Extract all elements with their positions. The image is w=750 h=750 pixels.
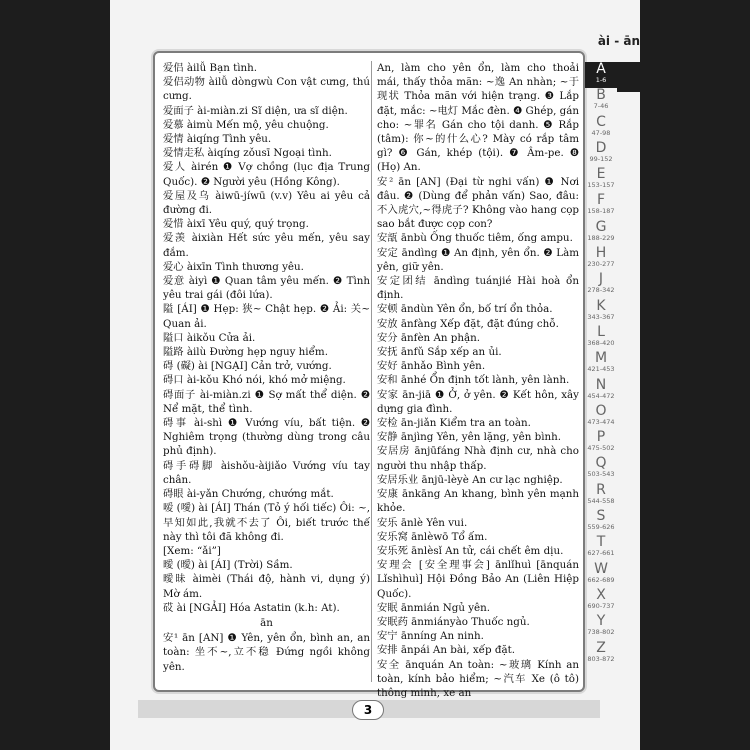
index-letter: O [595,402,607,419]
dictionary-entry: 安² ān [AN] (Đại từ nghi vấn) ❶ Nơi đâu. ❷ (Dùng để phản vấn) Sao, đâu: 不入虎穴,~得虎子? Không vào hang cọp sao bắt được cọp con? [377,175,579,231]
dictionary-entry: 爱人 àirén ❶ Vợ chồng (lục địa Trung Quốc). ❷ Người yêu (Hồng Kông). [163,161,370,188]
dictionary-entry: 碍 (礙) ài [NGẠI] Cản trở, vướng. [163,360,332,373]
index-letter: T [596,534,606,551]
dictionary-entry: 隘路 àilù Đường hẹp nguy hiểm. [163,346,328,359]
dictionary-entry: 安定团结 āndìng tuánjié Hài hoà ổn định. [377,275,579,302]
dictionary-entry: 爱面子 ài-miàn.zi Sĩ diện, ưa sĩ diện. [163,104,348,117]
index-letter: K [596,297,606,314]
dictionary-entry: 爱屋及乌 àiwū-jíwū (v.v) Yêu ai yêu cả đường đi. [163,189,370,217]
index-pages: 627-661 [587,549,615,558]
index-letter: G [595,218,607,235]
dictionary-entry: 碍事 ài-shì ❶ Vướng víu, bất tiện. ❷ Nghiêm trọng (thường dùng trong câu phủ định). [163,417,370,458]
index-pages: 1-6 [595,76,607,84]
index-tab-q[interactable] [585,456,617,482]
guide-word: ài - ān [597,34,640,48]
dictionary-entry: 安和 ānhé Ổn định tốt lành, yên lành. [377,374,570,387]
index-pages: 690-737 [587,601,615,610]
dictionary-entry: 碍面子 ài-miàn.zi ❶ Sợ mất thể diện. ❷ Nể mặt, thể tình. [163,388,370,415]
index-pages: 153-157 [587,181,615,190]
dictionary-entry: 安顿 āndùn Yên ổn, bố trí ổn thỏa. [377,303,553,316]
index-pages: 803-872 [587,654,615,663]
dictionary-entry: 爱心 àixīn Tình thương yêu. [163,260,304,273]
dictionary-entry: 安好 ānhǎo Bình yên. [377,360,486,373]
left-column [163,61,370,684]
index-pages: 278-342 [587,286,615,295]
index-tab-c[interactable] [585,115,617,141]
dictionary-entry: [Xem: “ǎi”] [163,544,221,557]
index-letter: X [596,586,606,603]
index-tab-j[interactable] [585,272,617,298]
dictionary-entry: 隘 [ÁI] ❶ Hẹp: 狭~ Chật hẹp. ❷ Ải: 关~ Quan ải. [163,303,370,330]
right-column [377,61,579,699]
column-divider [371,61,372,682]
index-tab-t[interactable] [585,535,617,561]
dictionary-entry: 爱侣动物 àilǚ dòngwù Con vật cưng, thú cưng. [163,76,370,103]
index-letter: E [596,166,606,183]
index-pages: 368-420 [587,338,615,347]
dictionary-entry: 安排 ānpái An bài, xếp đặt. [377,644,515,657]
index-tab-a[interactable] [585,62,617,88]
dictionary-entry: 曖 (曖) ài [ÁI] (Trời) Sầm. [163,559,293,572]
index-pages: 662-689 [587,575,615,584]
index-tab-m[interactable] [585,351,617,377]
index-tab-b[interactable] [585,88,617,114]
dictionary-entry: An, làm cho yên ổn, làm cho thoải mái, thấy thỏa mãn: ~逸 An nhàn; ~于现状 Thỏa mãn với hiện trạng. ❸ Lắp đặt, mắc: ~电灯 Mắc đèn. ❹ Ghép, gán cho: ~罪名 Gán cho tội danh. ❺ Rắp (tâm): 你~的什么心? Mày có rắp tâm gì? ❻ Gán, khép (tội). ❼ Âm-pe. ❽ (Họ) An. [377,62,579,174]
dictionary-entry: 安家 ān-jiā ❶ Ở, ở yên. ❷ Kết hôn, xây dựng gia đình. [377,388,579,415]
index-tab-n[interactable] [585,378,617,404]
dictionary-entry: 爱惜 àixī Yêu quý, quý trọng. [163,218,309,231]
dictionary-entry: 安分 ānfèn An phận. [377,331,481,344]
dictionary-entry: 安放 ānfàng Xếp đặt, đặt đúng chỗ. [377,317,559,330]
dictionary-entry: 安理会 [安全理事会] ānlǐhuì [ānquán Lǐshìhuì] Hội Đồng Bảo An (Liên Hiệp Quốc). [377,559,579,600]
dictionary-entry: 安定 āndìng ❶ An định, yên ổn. ❷ Làm yên, giữ yên. [377,246,579,273]
dictionary-entry: 安静 ānjìng Yên, yên lặng, yên bình. [377,431,562,444]
dictionary-entry: 隘口 àikǒu Cửa ải. [163,331,256,344]
index-letter: S [596,508,606,525]
dictionary-entry: 碍眼 ài-yǎn Chướng, chướng mắt. [163,488,334,501]
dictionary-entry: 爱慕 àimù Mến mộ, yêu chuộng. [163,118,329,131]
index-letter: B [596,87,606,104]
section-heading: ān [260,616,273,629]
thumb-tab [617,62,640,92]
index-tab-r[interactable] [585,483,617,509]
index-pages: 454-472 [587,391,615,400]
dictionary-entry: 安居乐业 ānjū-lèyè An cư lạc nghiệp. [377,473,563,486]
dictionary-entry: 安眠 ānmián Ngủ yên. [377,601,491,614]
index-letter: F [596,192,606,209]
dictionary-entry: 碍手碍脚 àishǒu-àijiǎo Vướng víu tay chân. [163,459,370,486]
dictionary-entry: 碍口 ài-kǒu Khó nói, khó mở miệng. [163,374,346,387]
index-letter: H [595,245,607,262]
index-letter: Z [596,639,606,656]
index-pages: 188-229 [587,233,615,242]
dictionary-entry: 爱侣 àilǚ Bạn tình. [163,62,258,74]
index-tab-z[interactable] [585,641,617,667]
index-tab-y[interactable] [585,614,617,640]
index-pages: 738-802 [587,628,615,637]
index-tab-d[interactable] [585,141,617,167]
index-letter: M [594,350,608,367]
dictionary-entry: 安检 ān-jiǎn Kiểm tra an toàn. [377,417,531,430]
index-pages: 559-626 [587,523,615,532]
index-tab-e[interactable] [585,167,617,193]
index-tab-l[interactable] [585,325,617,351]
index-pages: 544-558 [587,496,615,505]
alphabet-index [585,62,617,667]
dictionary-entry: 安全 ānquán An toàn: ~玻璃 Kính an toàn, kính bảo hiểm; ~汽车 Xe (ô tô) thông minh, xe an [377,658,579,699]
index-pages: 473-474 [587,417,615,426]
index-letter: L [597,323,605,340]
index-tab-w[interactable] [585,562,617,588]
index-letter: Q [595,455,607,472]
index-pages: 47-98 [591,128,611,137]
index-pages: 7-46 [593,102,609,111]
dictionary-entry: 砹 ài [NGẢI] Hóa Astatin (k.h: At). [163,601,340,614]
index-letter: J [598,271,604,288]
index-letter: C [596,113,606,130]
index-letter: P [596,429,606,446]
dictionary-entry: 安康 ānkāng An khang, bình yên mạnh khỏe. [377,488,579,515]
dictionary-entry: 爱情走私 àiqíng zǒusī Ngoại tình. [163,147,332,160]
dictionary-entry: 安乐死 ānlèsǐ An tử, cái chết êm dịu. [377,544,564,557]
index-tab-k[interactable] [585,299,617,325]
index-letter: N [595,376,607,393]
index-letter: Y [596,613,606,630]
index-pages: 343-367 [587,312,615,321]
index-letter: W [594,560,608,577]
dictionary-entry: 安居房 ānjūfáng Nhà định cư, nhà cho người thu nhập thấp. [377,445,579,472]
index-tab-x[interactable] [585,588,617,614]
index-tab-g[interactable] [585,220,617,246]
index-letter: R [596,481,606,498]
dictionary-entry: 安瓿 ānbù Ống thuốc tiêm, ống ampu. [377,232,573,245]
dictionary-entry: 安宁 ānníng An ninh. [377,630,484,643]
dictionary-entry: 曖昧 àimèi (Thái độ, hành vi, dụng ý) Mờ ám. [163,573,370,600]
index-tab-f[interactable] [585,193,617,219]
dictionary-entry: 安乐 ānlè Yên vui. [377,516,468,529]
index-pages: 421-453 [587,365,615,374]
index-pages: 230-277 [587,260,615,269]
page-number: 3 [352,700,384,720]
content-frame [153,51,585,699]
dictionary-entry: 安¹ ān [AN] ❶ Yên, yên ổn, bình an, an toàn: 坐不~,立不稳 Đứng ngồi không yên. [163,632,370,673]
index-pages: 503-543 [587,470,615,479]
dictionary-entry: 安乐窝 ānlèwō Tổ ấm. [377,530,488,543]
index-pages: 475-502 [587,444,615,453]
dictionary-entry: 安抚 ānfǔ Sắp xếp an ủi. [377,346,502,359]
index-pages: 158-187 [587,207,615,216]
index-tab-s[interactable] [585,509,617,535]
index-letter: D [595,139,607,156]
dictionary-entry: 爱意 àiyì ❶ Quan tâm yêu mến. ❷ Tình yêu trai gái (đôi lứa). [163,275,370,302]
dictionary-entry: 嗳 (噯) ài [ÁI] Thán (Tỏ ý hối tiếc) Ôi: ~,早知如此,我就不去了 Ôi, biết trước thế này thì tôi đã không đi. [163,502,370,543]
dictionary-entry: 安眠药 ānmiányào Thuốc ngủ. [377,615,530,628]
dictionary-entry: 爱羡 àixiàn Hết sức yêu mến, yêu say đắm. [163,232,370,259]
index-tab-p[interactable] [585,430,617,456]
index-tab-h[interactable] [585,246,617,272]
dictionary-entry: 爱情 àiqíng Tình yêu. [163,133,272,146]
index-pages: 99-152 [589,154,613,163]
index-tab-o[interactable] [585,404,617,430]
index-letter: A [596,61,606,77]
